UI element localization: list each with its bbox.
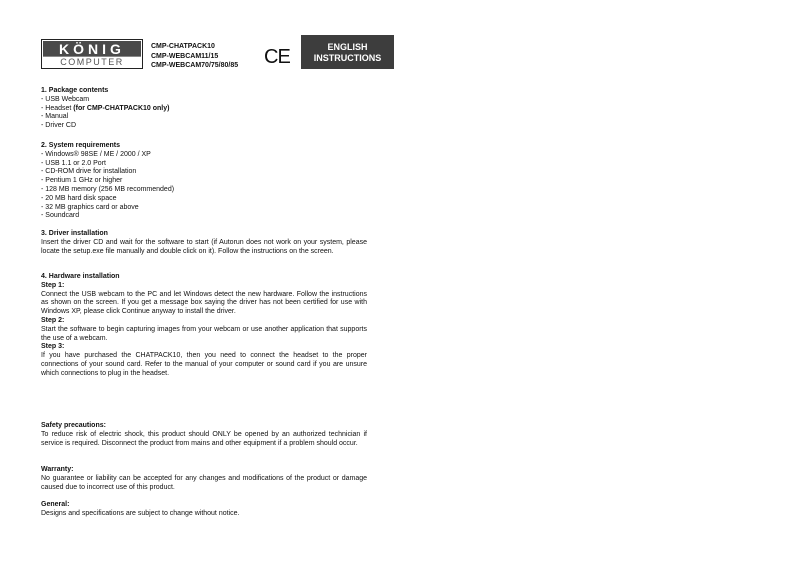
list-item: - 32 MB graphics card or above (41, 203, 139, 211)
paragraph: Insert the driver CD and wait for the software to start (if Autorun does not work on your system, please locate the setup.exe file manually and double click on it). Follow the instructions on the screen. (41, 238, 367, 255)
model-number: CMP-WEBCAM70/75/80/85 (151, 62, 239, 69)
paragraph: Designs and specifications are subject to change without notice. (41, 509, 240, 517)
model-numbers (151, 42, 238, 71)
paragraph: Start the software to begin capturing images from your webcam or use another application that supports the use of a webcam. (41, 325, 367, 342)
list-item: - CD-ROM drive for installation (41, 168, 137, 176)
step-heading: Step 1: (41, 281, 65, 289)
warranty-section (41, 466, 367, 492)
list-item: - 20 MB hard disk space (41, 194, 117, 202)
general-section (41, 501, 367, 519)
model-number: CMP-WEBCAM11/15 (151, 52, 219, 60)
list-item: - Driver CD (41, 122, 76, 130)
section-heading: 2. System requirements (41, 142, 120, 149)
paragraph: Connect the USB webcam to the PC and let Windows detect the new hardware. Follow the instructions as shown on the screen. If you get a message box saying the driver has not been certified for use with Windows XP, please click Continue anyway to install the driver. (41, 290, 367, 316)
list-item: - Pentium 1 GHz or higher (41, 177, 123, 185)
list-item: - USB Webcam (41, 95, 90, 103)
list-item: - Manual (41, 113, 69, 121)
list-item: - Soundcard (41, 212, 80, 220)
section-heading: Warranty: (41, 466, 74, 473)
logo-wordmark: KÖNIG (43, 41, 141, 57)
language-label: ENGLISH (327, 42, 368, 52)
paragraph: No guarantee or liability can be accepted for any changes and modifications of the product or damage caused due to incorrect use of this product. (41, 474, 367, 491)
list-item-text: - Headset (41, 104, 74, 112)
step-heading: Step 2: (41, 316, 65, 324)
section-heading: 4. Hardware installation (41, 273, 120, 280)
logo-subtitle: COMPUTER (43, 56, 141, 67)
step-heading: Step 3: (41, 343, 65, 351)
instructions-label: INSTRUCTIONS (313, 52, 382, 63)
model-number: CMP-CHATPACK10 (151, 43, 215, 50)
system-requirements-section (41, 142, 367, 221)
list-item: - Windows® 98SE / ME / 2000 / XP (41, 150, 151, 158)
section-heading: 3. Driver installation (41, 230, 108, 237)
ce-mark-icon: CE (264, 46, 290, 68)
list-item-note: (for CMP-CHATPACK10 only) (73, 104, 170, 112)
package-contents-section (41, 87, 367, 131)
hardware-installation-section (41, 273, 367, 379)
section-heading: 1. Package contents (41, 87, 109, 94)
list-item: - 128 MB memory (256 MB recommended) (41, 185, 175, 193)
list-item: - USB 1.1 or 2.0 Port (41, 159, 106, 167)
section-heading: Safety precautions: (41, 422, 106, 429)
section-heading: General: (41, 501, 70, 508)
language-badge (301, 35, 394, 69)
list-item (41, 105, 367, 114)
paragraph: To reduce risk of electric shock, this product should ONLY be opened by an authorized technician if service is required. Disconnect the product from mains and other equipment if a problem should occur. (41, 430, 367, 447)
driver-installation-section (41, 230, 367, 256)
safety-section (41, 422, 367, 448)
paragraph: If you have purchased the CHATPACK10, then you need to connect the headset to the proper connections of your sound card. Refer to the manual of your computer or sound card if you are unsure which connections to plug in the headset. (41, 352, 367, 377)
konig-computer-logo (41, 39, 143, 69)
